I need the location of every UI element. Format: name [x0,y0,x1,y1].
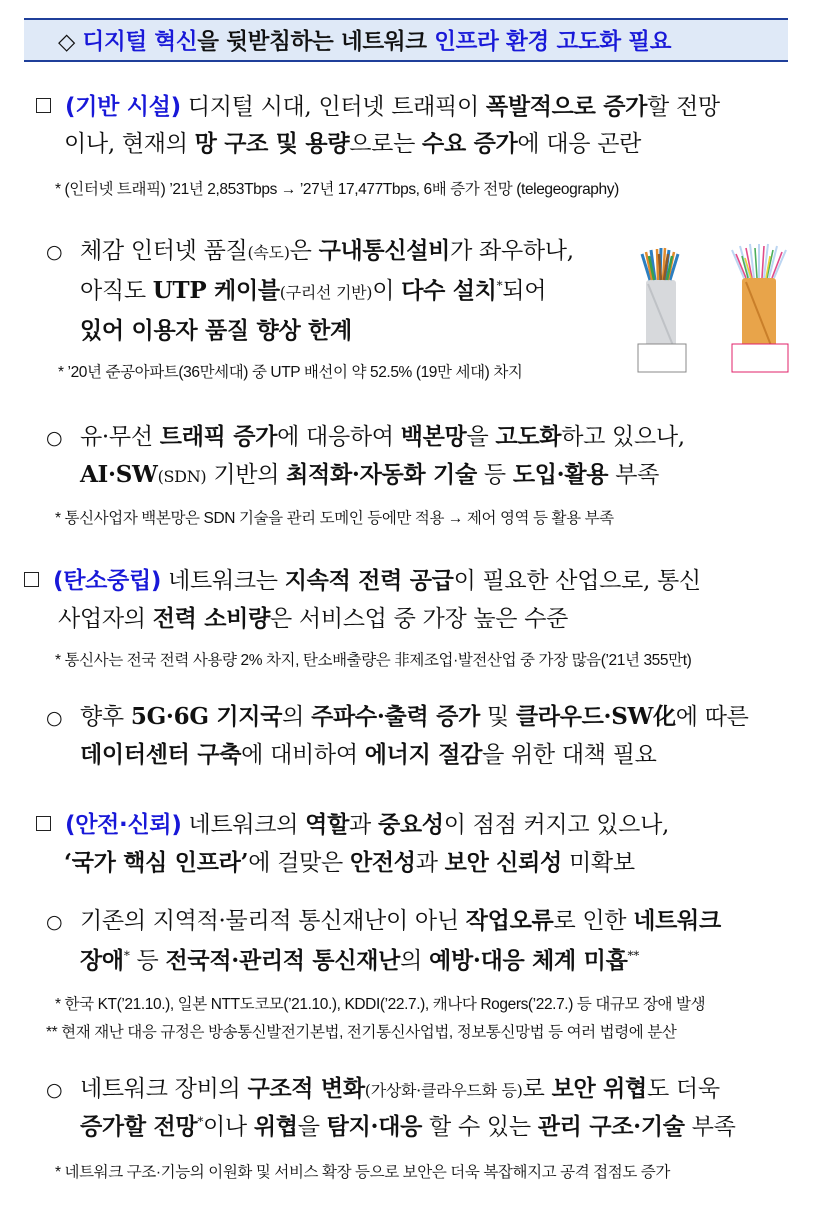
text: 은 [289,238,319,264]
text: 을 [297,1114,327,1140]
text: 관리 구조·기술 [537,1113,685,1140]
text: 할 수 있는 [422,1114,538,1140]
text: ‘국가 핵심 인프라’ [64,849,249,876]
section3-bullet2-line2 [80,1108,736,1141]
text: 최적화·자동화 기술 [286,461,477,488]
title-part2: 을 뒷받침하는 네트워크 [197,29,435,55]
section2-label: (탄소중립) [53,568,162,594]
text: 디지털 시대, 인터넷 트래픽이 [180,94,486,120]
text: 로 인한 [553,908,634,934]
text: 에 대응하여 [277,424,401,450]
text: 도입·활용 [512,461,609,488]
text: 에 걸맞은 [248,850,350,876]
title-part1: 디지털 혁신 [82,29,198,55]
fiber-cable-icon [732,244,786,352]
bullet-circle: ○ [46,707,63,729]
section3-bullet1-note1: * 한국 KT(’21.10.), 일본 NTT도코모(’21.10.), KDDI(’22.7.), 캐나다 Rogers(’22.7.) 등 대규모 장애 발생 [55,996,706,1013]
bullet-circle: ○ [46,241,63,263]
text: 구내통신설비 [318,237,451,264]
text: 부족 [684,1114,736,1140]
text: 로 [522,1076,552,1102]
text: 체감 인터넷 품질 [80,238,248,264]
text: 기반의 [206,462,287,488]
section2-line1 [24,562,701,595]
text: 할 전망 [647,94,720,120]
section1-bullet1-line2 [80,272,546,305]
text: 기존의 지역적·물리적 통신재난이 아닌 [80,908,466,934]
text: 이 필요한 산업으로, 통신 [453,568,701,594]
footnote-mark: * [496,278,503,293]
bullet-circle: ○ [46,911,63,933]
section3-checkbox [36,816,51,831]
section1-note: * (인터넷 트래픽) ’21년 2,853Tbps → ’27년 17,477Tbps, 6배 증가 전망 (telegeography) [55,181,619,198]
text: 증가할 전망 [80,1113,198,1140]
section1-label: (기반 시설) [65,94,181,120]
text: (구리선 기반) [279,283,373,302]
text: 에 대응 곤란 [517,131,642,157]
text: 있어 이용자 품질 향상 한계 [80,317,352,344]
text: 위협 [253,1113,298,1140]
text: 으로는 [349,131,423,157]
text: 하고 있으나, [561,424,685,450]
text: 네트워크 [633,907,721,934]
section1-line2 [64,125,641,158]
text: 폭발적으로 증가 [485,93,648,120]
section1-bullet1-line3 [80,312,352,345]
page-title [58,24,671,56]
text: 부족 [608,462,660,488]
text: 데이터센터 구축 [80,741,242,768]
text: 다수 설치 [401,277,497,304]
text: 네트워크의 [181,812,306,838]
section1-bullet2-note: * 통신사업자 백본망은 SDN 기술을 관리 도메인 등에만 적용 → 제어 영역 등 활용 부족 [55,510,614,527]
section2-line2 [58,600,568,633]
text: 및 [479,704,516,730]
title-part3: 인프라 환경 고도화 필요 [434,29,672,55]
section3-line2 [64,844,635,877]
section2-bullet1-line1 [46,698,749,731]
text: 과 [349,812,378,838]
text: 장애 [80,947,124,974]
text: 보안 신뢰성 [444,849,562,876]
bullet-circle: ○ [46,1079,63,1101]
text: 사업자의 [58,606,153,632]
bullet-circle: ○ [46,427,63,449]
text: 망 구조 및 용량 [194,130,350,157]
text: 향후 [80,704,131,730]
utp-cable-icon [642,248,678,352]
text: 유·무선 [80,424,160,450]
text: 지속적 전력 공급 [284,567,454,594]
text: 의 [400,948,430,974]
text: 을 위한 대책 필요 [482,742,657,768]
text: AI·SW [80,461,158,488]
text: 전국적·관리적 통신재난 [165,947,401,974]
text: 가 좌우하나, [450,238,574,264]
text: UTP 케이블 [152,277,280,304]
text: 구조적 변화 [247,1075,365,1102]
section3-bullet2-note: * 네트워크 구조·기능의 이원화 및 서비스 확장 등으로 보안은 더욱 복잡해지고 공격 접점도 증가 [55,1164,670,1181]
text: 이 [372,278,402,304]
text: 등 [129,948,166,974]
text: 이나 [203,1114,254,1140]
cable-comparison-image [624,232,794,380]
section1-bullet2-line1 [46,418,685,451]
text: 보안 위협 [551,1075,647,1102]
text: (속도) [247,243,290,262]
text: 네트워크 장비의 [80,1076,248,1102]
text: 안전성 [349,849,416,876]
footnote-mark: ** [627,948,639,963]
section2-bullet1-line2 [80,736,657,769]
text: 백본망 [400,423,467,450]
text: 주파수·출력 증가 [311,703,480,730]
text: 고도화 [495,423,562,450]
text: 아직도 [80,278,153,304]
text: 중요성 [377,811,444,838]
section3-bullet2-line1 [46,1070,720,1103]
text: 탐지·대응 [326,1113,423,1140]
text: 에 대비하여 [241,742,365,768]
text: 에너지 절감 [364,741,483,768]
text: 트래픽 증가 [159,423,278,450]
text: 네트워크는 [161,568,285,594]
section3-bullet1-line1 [46,902,721,935]
text: 작업오류 [465,907,554,934]
text: 을 [466,424,496,450]
title-diamond: ◇ [58,29,83,55]
text: 도 더욱 [646,1076,720,1102]
text: 역할 [305,811,350,838]
text: 5G·6G 기지국 [130,703,283,730]
section1-bullet1-note: * ’20년 준공아파트(36만세대) 중 UTP 배선이 약 52.5% (19만 세대) 차지 [58,364,523,381]
text: (가상화·클라우드화 등) [364,1081,523,1100]
text: 은 서비스업 중 가장 높은 수준 [270,606,569,632]
section1-bullet2-line2 [80,456,659,489]
section1-bullet1-line1 [46,232,574,265]
footnote-mark: * [123,948,130,963]
text: 등 [476,462,513,488]
text: 수요 증가 [422,130,518,157]
text: 되어 [502,278,547,304]
text: 과 [415,850,445,876]
cable-illustration [624,232,794,380]
text: 클라우드·SW化 [515,703,676,730]
text: 이나, 현재의 [64,131,195,157]
section3-line1 [36,806,669,839]
text: 이 점점 커지고 있으나, [443,812,670,838]
section3-label: (안전·신뢰) [65,812,182,838]
section2-note: * 통신사는 전국 전력 사용량 2% 차지, 탄소배출량은 非제조업·발전산업 중 가장 많음(’21년 355만t) [55,652,692,669]
title-box [24,18,788,62]
section1-checkbox [36,98,51,113]
text: 예방·대응 체계 미흡 [429,947,628,974]
text: (SDN) [157,467,207,486]
section2-checkbox [24,572,39,587]
section3-bullet1-line2 [80,942,639,975]
section3-bullet1-note2: ** 현재 재난 대응 규정은 방송통신발전기본법, 전기통신사업법, 정보통신망법 등 여러 법령에 분산 [46,1024,677,1041]
footnote-mark: * [197,1114,204,1129]
text: 에 따른 [675,704,749,730]
section1-line1 [36,88,720,121]
text: 의 [282,704,312,730]
text: 전력 소비량 [152,605,270,632]
text: 미확보 [561,850,635,876]
